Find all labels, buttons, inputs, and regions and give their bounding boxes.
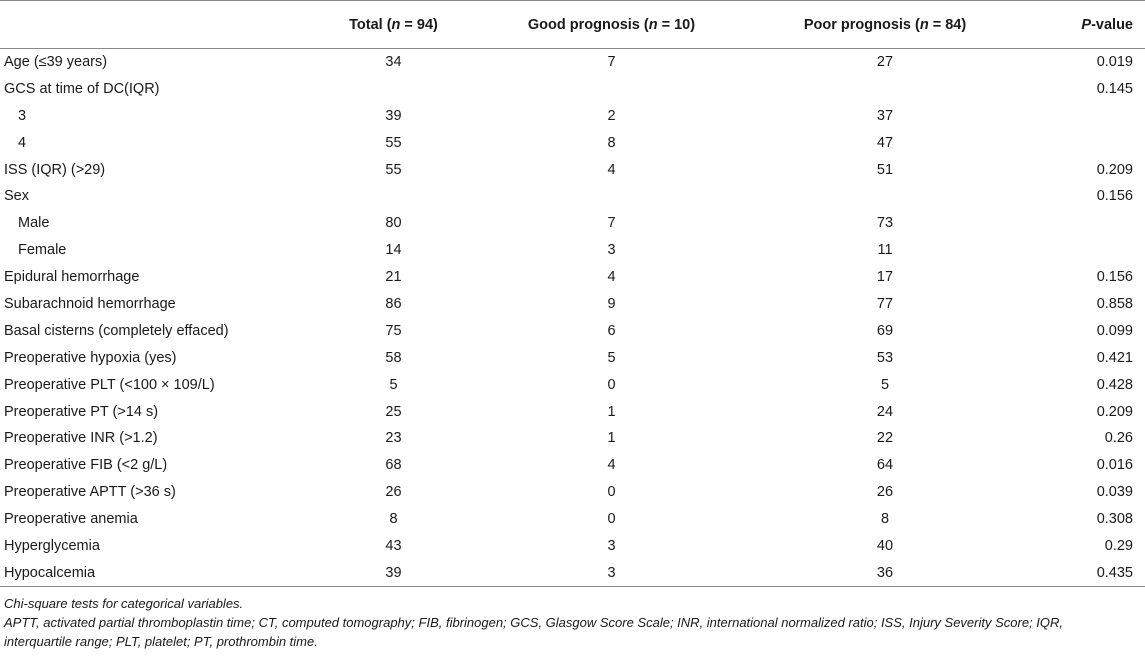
cell-good-prognosis [471,183,752,210]
header-p-value: P-value [1018,1,1145,49]
table-row [0,317,1145,344]
cell-good-prognosis: 7 [607,215,616,232]
cell-total: 39 [385,107,402,124]
row-label: Preoperative PLT (<100 × 109/L) [4,376,215,393]
header-poor-prognosis: Poor prognosis (n = 84) [752,1,1018,49]
row-label: Preoperative INR (>1.2) [4,430,158,447]
cell-good-prognosis: 0 [607,484,616,501]
cell-p-value: 0.26 [1104,430,1133,447]
table-row [0,183,1145,210]
cell-good-prognosis: 1 [607,430,616,447]
header-variable [0,1,316,49]
cell-poor-prognosis: 37 [876,107,894,124]
cell-poor-prognosis: 77 [876,295,894,312]
table-row [0,264,1145,291]
cell-p-value [1018,237,1145,264]
table-row [0,291,1145,318]
cell-good-prognosis: 1 [607,403,616,420]
cell-total: 8 [389,511,398,528]
cell-poor-prognosis [752,75,1018,102]
cell-total: 58 [385,349,402,366]
row-label: Preoperative PT (>14 s) [4,403,159,420]
table-footnotes [4,594,1134,651]
cell-total: 14 [385,242,402,259]
cell-total: 25 [385,403,402,420]
row-label: ISS (IQR) (>29) [4,161,106,178]
row-label: Sex [4,188,29,205]
cell-p-value: 0.858 [1096,295,1133,312]
cell-total: 55 [385,161,402,178]
row-label: Hyperglycemia [4,537,100,554]
cell-p-value [1018,102,1145,129]
table-row [0,129,1145,156]
cell-poor-prognosis: 51 [876,161,894,178]
cell-total: 23 [385,430,402,447]
cell-p-value: 0.016 [1096,457,1133,474]
header-total: Total (n = 94) [316,1,471,49]
table-row [0,344,1145,371]
cell-p-value: 0.145 [1096,80,1133,97]
cell-good-prognosis: 0 [607,511,616,528]
cell-total: 55 [385,134,402,151]
cell-p-value: 0.156 [1096,269,1133,286]
cell-p-value: 0.421 [1096,349,1133,366]
cell-total: 21 [385,269,402,286]
table-row [0,156,1145,183]
row-label: Female [18,242,67,259]
cell-good-prognosis: 3 [607,242,616,259]
row-label: Subarachnoid hemorrhage [4,295,176,312]
cell-poor-prognosis: 17 [876,269,894,286]
cell-total [316,183,471,210]
cell-good-prognosis: 7 [607,54,616,71]
cell-poor-prognosis: 26 [876,484,894,501]
cell-good-prognosis: 4 [607,161,616,178]
header-row [0,1,1145,49]
row-label: GCS at time of DC(IQR) [4,80,160,97]
cell-p-value: 0.039 [1096,484,1133,501]
table-row [0,533,1145,560]
table-row [0,506,1145,533]
cell-p-value: 0.019 [1096,54,1133,71]
table-row [0,49,1145,76]
cell-poor-prognosis: 69 [876,322,894,339]
table-row [0,559,1145,586]
table-row [0,102,1145,129]
row-label: 3 [18,107,27,124]
cell-total: 39 [316,559,471,586]
cell-p-value: 0.209 [1096,403,1133,420]
cell-good-prognosis: 4 [607,457,616,474]
row-label: Preoperative FIB (<2 g/L) [4,457,168,474]
cell-total: 75 [385,322,402,339]
cell-p-value: 0.29 [1104,537,1133,554]
header-good-prognosis: Good prognosis (n = 10) [471,1,752,49]
cell-good-prognosis: 5 [607,349,616,366]
cell-good-prognosis: 9 [607,295,616,312]
row-label: Male [18,215,50,232]
cell-poor-prognosis: 5 [880,376,890,393]
cell-poor-prognosis: 47 [876,134,894,151]
cell-good-prognosis: 3 [607,537,616,554]
cell-good-prognosis: 8 [607,134,616,151]
row-label: Hypocalcemia [0,559,316,586]
row-label: Preoperative APTT (>36 s) [4,484,176,501]
cell-poor-prognosis: 22 [876,430,894,447]
cell-good-prognosis: 3 [471,559,752,586]
row-label: Basal cisterns (completely effaced) [4,322,229,339]
table-row [0,371,1145,398]
row-label: Epidural hemorrhage [4,269,140,286]
cell-total: 5 [389,376,398,393]
cell-total [316,75,471,102]
cell-poor-prognosis: 36 [752,559,1018,586]
cell-poor-prognosis [752,183,1018,210]
cell-poor-prognosis: 64 [876,457,894,474]
table-row [0,479,1145,506]
cell-p-value: 0.156 [1096,188,1133,205]
cell-poor-prognosis: 53 [876,349,894,366]
cell-total: 34 [385,54,402,71]
cell-poor-prognosis: 11 [877,242,893,259]
cell-p-value: 0.099 [1096,322,1133,339]
row-label: Preoperative hypoxia (yes) [4,349,177,366]
cell-good-prognosis: 0 [607,376,616,393]
table-row [0,237,1145,264]
footnote-abbreviations: APTT, activated partial thromboplastin time; CT, computed tomography; FIB, fibrinogen; GCS, Glasgow Score Scale; INR, international normalized ratio; ISS, Injury Severity Score; IQR, interquartile range; PLT, platelet; PT, prothrombin time. [4,615,1063,649]
table-header [0,1,1145,49]
row-label: 4 [18,134,27,151]
cell-p-value [1018,129,1145,156]
table-row [0,398,1145,425]
table-body [0,49,1145,587]
cell-total: 26 [385,484,402,501]
cell-total: 68 [385,457,402,474]
cell-good-prognosis: 2 [607,107,616,124]
cell-p-value: 0.428 [1096,376,1133,393]
cell-poor-prognosis: 24 [876,403,894,420]
cell-poor-prognosis: 73 [876,215,894,232]
table-row [0,452,1145,479]
footnote-test: Chi-square tests for categorical variables. [4,596,244,611]
row-label: Preoperative anemia [4,511,138,528]
cell-good-prognosis: 4 [607,269,616,286]
cell-good-prognosis: 6 [607,322,616,339]
table-row [0,75,1145,102]
cell-good-prognosis [471,75,752,102]
cell-total: 43 [385,537,402,554]
cell-p-value: 0.209 [1096,161,1133,178]
cell-total: 80 [385,215,402,232]
cell-poor-prognosis: 8 [880,511,890,528]
table-row [0,425,1145,452]
cell-p-value: 0.308 [1096,511,1133,528]
cell-poor-prognosis: 27 [876,54,894,71]
cell-total: 86 [385,295,402,312]
cell-poor-prognosis: 40 [876,537,894,554]
table-row [0,210,1145,237]
row-label: Age (≤39 years) [4,54,108,71]
cell-p-value [1018,210,1145,237]
cell-p-value: 0.435 [1018,559,1145,586]
